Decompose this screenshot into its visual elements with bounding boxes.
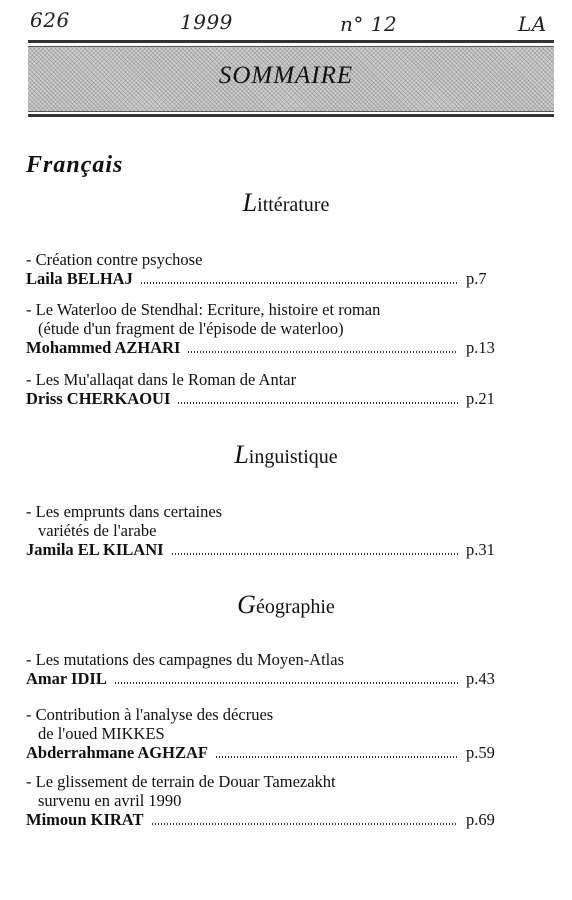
entry-title-line: (étude d'un fragment de l'épisode de waterloo) xyxy=(38,319,344,338)
handwritten-issue: n° 12 xyxy=(340,12,398,36)
handwritten-year: 1999 xyxy=(180,10,233,34)
dot-leader xyxy=(152,823,459,825)
entry-title-line: - Les mutations des campagnes du Moyen-Atlas xyxy=(26,650,345,669)
dot-leader xyxy=(141,282,458,284)
section-initial: L xyxy=(234,440,249,469)
section-initial: L xyxy=(242,188,258,217)
toc-entry[interactable] xyxy=(26,300,506,358)
handwritten-code: LA xyxy=(518,12,547,36)
section-heading-geographie xyxy=(0,590,572,620)
section-rest: éographie xyxy=(255,596,335,618)
entry-title-line: - Contribution à l'analyse des décrues xyxy=(26,705,274,724)
entry-author: Abderrahmane AGHZAF xyxy=(26,743,208,762)
entry-author-row xyxy=(26,669,506,689)
entry-page: p.59 xyxy=(466,743,495,762)
dot-leader xyxy=(172,553,458,555)
entry-author-row xyxy=(26,269,506,289)
section-heading-litterature xyxy=(0,188,572,218)
entry-page: p.69 xyxy=(466,810,495,829)
language-heading: Français xyxy=(26,152,124,178)
toc-entry[interactable] xyxy=(26,650,506,689)
entry-author-row xyxy=(26,810,506,830)
entry-author-row xyxy=(26,743,506,763)
entry-page: p.31 xyxy=(466,540,495,559)
entry-author: Amar IDIL xyxy=(26,669,107,688)
top-rule xyxy=(28,40,554,43)
section-initial: G xyxy=(237,590,256,619)
entry-title-line: - Création contre psychose xyxy=(26,250,203,269)
entry-title-line: - Le glissement de terrain de Douar Tamezakht xyxy=(26,772,336,791)
entry-title-line: de l'oued MIKKES xyxy=(38,724,165,743)
section-rest: inguistique xyxy=(248,446,338,468)
dot-leader xyxy=(115,682,458,684)
toc-entry[interactable] xyxy=(26,705,506,763)
entry-title-line: - Le Waterloo de Stendhal: Ecriture, histoire et roman xyxy=(26,300,381,319)
banner-title: SOMMAIRE xyxy=(218,62,354,89)
toc-entry[interactable] xyxy=(26,370,506,409)
entry-page: p.7 xyxy=(466,269,487,288)
entry-page: p.21 xyxy=(466,389,495,408)
dot-leader xyxy=(178,402,458,404)
handwritten-number: 626 xyxy=(30,8,70,32)
entry-author: Jamila EL KILANI xyxy=(26,540,164,559)
entry-author: Driss CHERKAOUI xyxy=(26,389,171,408)
entry-author: Mohammed AZHARI xyxy=(26,338,181,357)
section-heading-linguistique xyxy=(0,440,572,470)
dot-leader xyxy=(188,351,458,353)
section-rest: ittérature xyxy=(257,194,330,216)
entry-author-row xyxy=(26,540,506,560)
toc-entry[interactable] xyxy=(26,772,506,830)
entry-author: Mimoun KIRAT xyxy=(26,810,144,829)
toc-entry[interactable] xyxy=(26,250,506,289)
dot-leader xyxy=(216,756,458,758)
entry-author-row xyxy=(26,389,506,409)
entry-author-row xyxy=(26,338,506,358)
entry-title-line: - Les emprunts dans certaines xyxy=(26,502,223,521)
entry-title-line: - Les Mu'allaqat dans le Roman de Antar xyxy=(26,370,297,389)
entry-title-line: variétés de l'arabe xyxy=(38,521,157,540)
bottom-rule xyxy=(28,114,554,117)
toc-entry[interactable] xyxy=(26,502,506,560)
entry-page: p.43 xyxy=(466,669,495,688)
entry-title-line: survenu en avril 1990 xyxy=(38,791,182,810)
entry-page: p.13 xyxy=(466,338,495,357)
entry-author: Laila BELHAJ xyxy=(26,269,133,288)
